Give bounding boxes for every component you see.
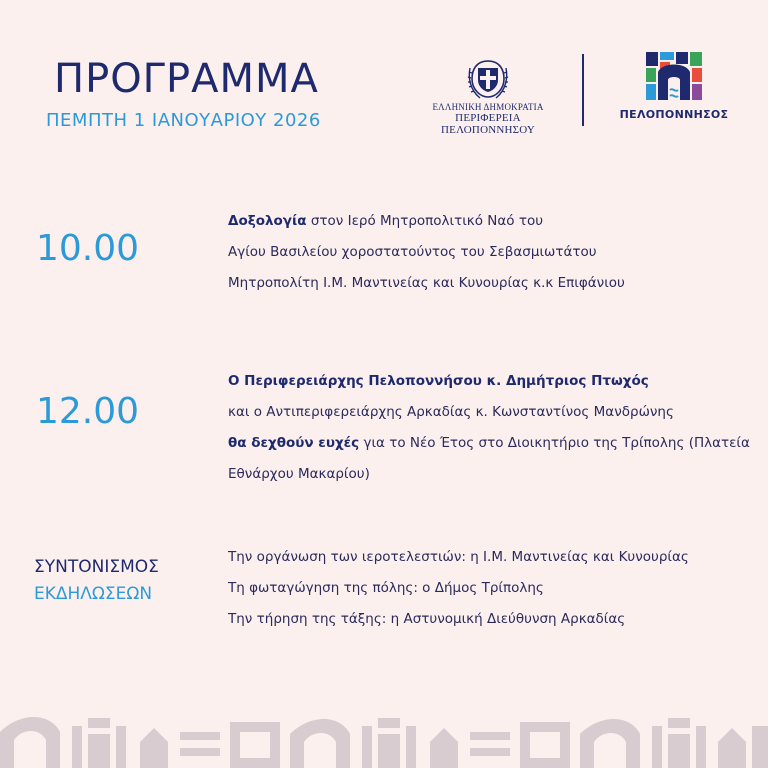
government-logo	[408, 58, 568, 136]
event-time-1: 10.00	[36, 228, 140, 269]
event-1-line-3: Μητροπολίτη Ι.Μ. Μαντινείας και Κυνουρίας κ.κ Επιφάνιου	[228, 275, 625, 291]
coordination-heading-line-2: ΕΚΔΗΛΩΣΕΩΝ	[34, 584, 153, 604]
coordination-item-1: Την οργάνωση των ιεροτελεστιών: η Ι.Μ. Μαντινείας και Κυνουρίας	[228, 549, 689, 565]
peloponnese-logo	[606, 50, 742, 130]
event-2-highlight-2: θα δεχθούν ευχές	[228, 435, 360, 451]
greek-coat-of-arms-icon	[466, 58, 510, 100]
coordination-list	[228, 542, 758, 635]
decorative-pattern	[0, 712, 768, 768]
page-title: ΠΡΟΓΡΑΜΜΑ	[54, 56, 319, 102]
event-description-1	[228, 206, 758, 299]
coordination-heading-line-1: ΣΥΝΤΟΝΙΣΜΟΣ	[34, 557, 159, 577]
event-2-line-3-text: για το Νέο Έτος στο Διοικητήριο της Τρίπολης (Πλατεία	[359, 435, 750, 451]
event-time-2: 12.00	[36, 391, 140, 432]
event-2-line-1	[228, 366, 758, 397]
region-name: ΠΕΡΙΦΕΡΕΙΑ ΠΕΛΟΠΟΝΝΗΣΟΥ	[441, 112, 535, 136]
coordination-item-2: Τη φωταγώγηση της πόλης: ο Δήμος Τρίπολης	[228, 580, 544, 596]
coordination-heading	[34, 554, 159, 608]
event-2-line-2: και ο Αντιπεριφερειάρχης Αρκαδίας κ. Κωνσταντίνος Μανδρώνης	[228, 404, 674, 420]
event-1-line-1-text: στον Ιερό Μητροπολιτικό Ναό του	[306, 213, 544, 229]
event-2-line-4: Εθνάρχου Μακαρίου)	[228, 466, 370, 482]
peloponnese-mosaic-logo-icon	[644, 50, 704, 102]
government-name: ΕΛΛΗΝΙΚΗ ΔΗΜΟΚΡΑΤΙΑ	[432, 102, 544, 112]
event-1-highlight: Δοξολογία	[228, 213, 307, 229]
event-2-line-3	[228, 428, 758, 459]
peloponnese-logo-label: ΠΕΛΟΠΟΝΝΗΣΟΣ	[619, 108, 729, 121]
event-2-highlight: Ο Περιφερειάρχης Πελοποννήσου κ. Δημήτριος Πτωχός	[228, 373, 649, 389]
event-1-line-2: Αγίου Βασιλείου χοροστατούντος του Σεβασμιωτάτου	[228, 244, 597, 260]
event-1-line-1	[228, 206, 758, 237]
header-divider	[582, 54, 584, 126]
event-description-2	[228, 366, 758, 490]
coordination-item-3: Την τήρηση της τάξης: η Αστυνομική Διεύθυνση Αρκαδίας	[228, 611, 626, 627]
event-date: ΠΕΜΠΤΗ 1 ΙΑΝΟΥΑΡΙΟΥ 2026	[46, 110, 321, 131]
